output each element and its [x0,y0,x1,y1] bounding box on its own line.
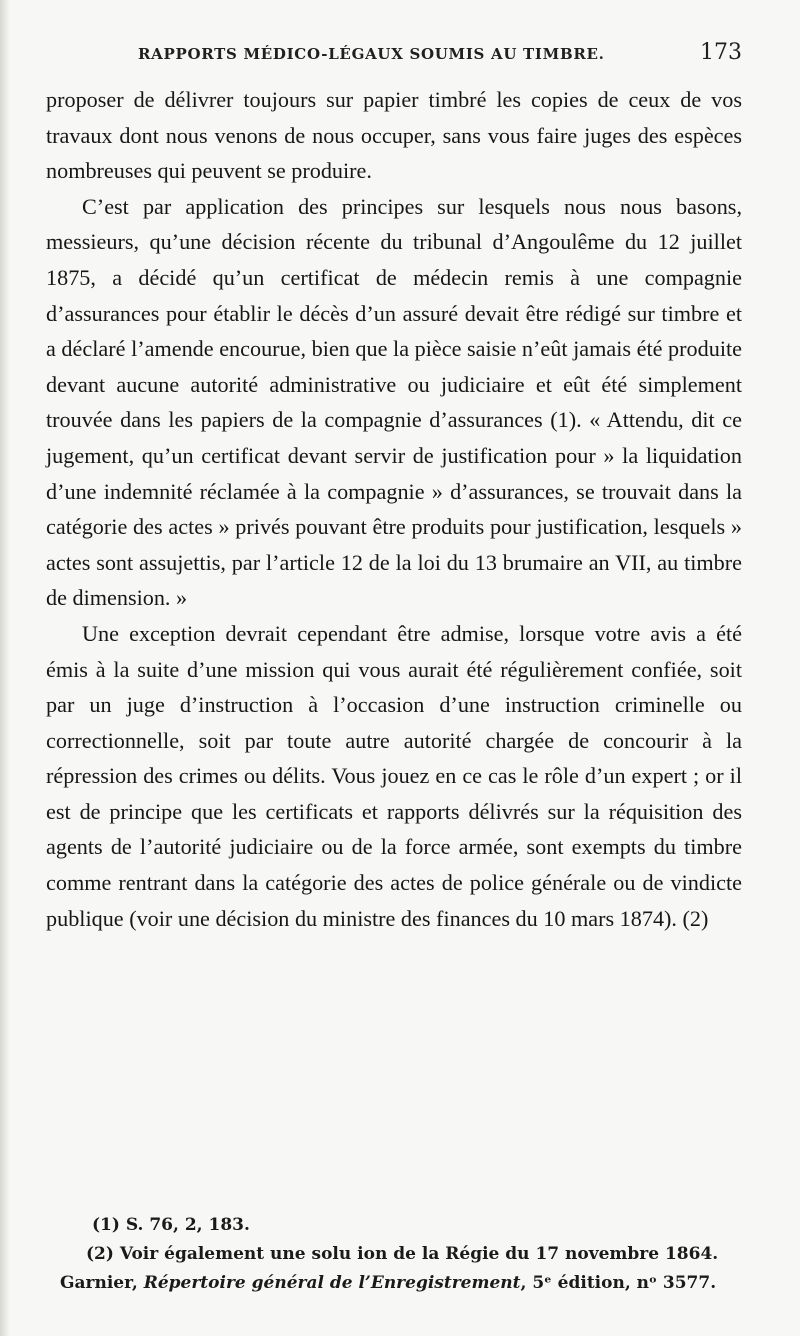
footnote-2: (2) Voir également une solu ion de la Régie du 17 novembre 1864. [86,1244,719,1264]
footnote-3-prefix: Garnier, [60,1273,144,1293]
paragraph-1: proposer de délivrer toujours sur papier timbré les copies de ceux de vos travaux dont nous venons de nous occuper, sans vous faire juges des espèces nombreuses qui peuvent se produire. [46,87,742,184]
footnote-3 [46,1269,762,1298]
footnote-3-title: Répertoire général de l’Enregistrement [143,1273,521,1293]
footnotes [46,1211,762,1298]
main-text-block [46,82,742,936]
page-number: 173 [700,40,742,65]
footnote-1: (1) S. 76, 2, 183. [92,1215,250,1235]
paragraph-3: Une exception devrait cependant être admise, lorsque votre avis a été émis à la suite d’une mission qui vous aurait été régulièrement confiée, soit par un juge d’instruction à l’occasion d’une instruction criminelle ou correctionnelle, soit par toute autre autorité chargée de concourir à la répression des crimes ou délits. Vous jouez en ce cas le rôle d’un expert ; or il est de principe que les certificats et rapports délivrés sur la réquisition des agents de l’autorité judiciaire ou de la force armée, sont exempts du timbre comme rentrant dans la catégorie des actes de police générale ou de vindicte publique (voir une décision du ministre des finances du 10 mars 1874). (2) [46,620,742,931]
page-left-shadow [0,0,10,1336]
footnote-3-suffix: , 5ᵉ édition, nᵒ 3577. [520,1273,717,1293]
paragraph-2: C’est par application des principes sur lesquels nous nous basons, messieurs, qu’une décision récente du tribunal d’Angoulême du 12 juillet 1875, a décidé qu’un certificat de médecin remis à une compagnie d’assurances pour établir le décès d’un assuré devait être rédigé sur timbre et a déclaré l’amende encourue, bien que la pièce saisie n’eût jamais été produite devant aucune autorité administrative ou judiciaire et eût été simplement trouvée dans les papiers de la compagnie d’assurances (1). « Attendu, dit ce jugement, qu’un certificat devant servir de justification pour » la liquidation d’une indemnité réclamée à la compagnie » d’assurances, se trouvait dans la catégorie des actes » privés pouvant être produits pour justification, lesquels » actes sont assujettis, par l’article 12 de la loi du 13 brumaire an VII, au timbre de dimension. » [46,193,742,611]
running-title: RAPPORTS MÉDICO-LÉGAUX SOUMIS AU TIMBRE. [138,45,605,63]
